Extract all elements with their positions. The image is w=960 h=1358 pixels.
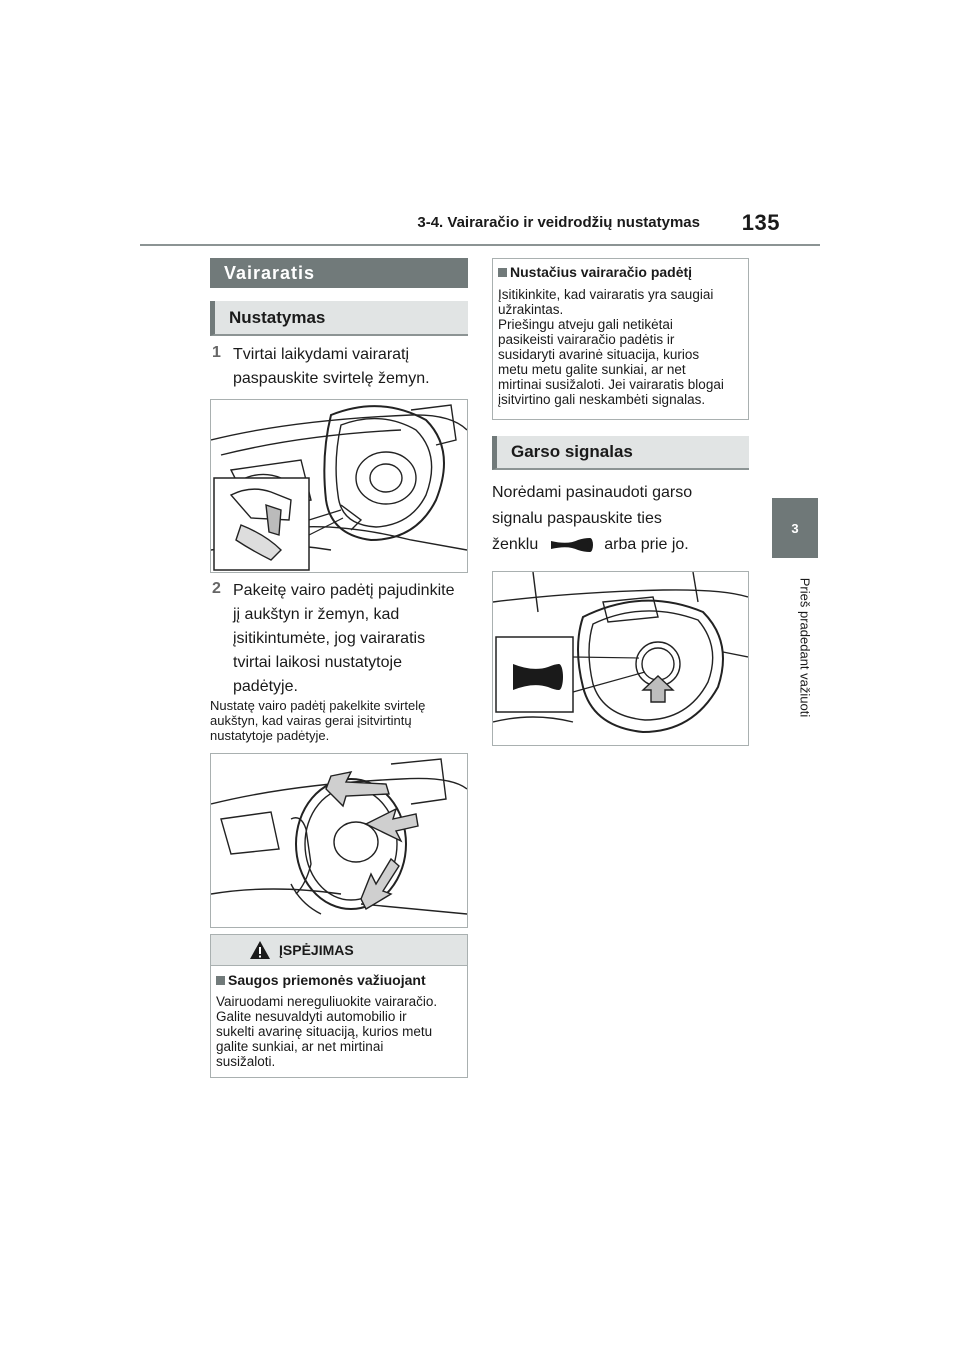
warning-triangle-icon	[249, 940, 271, 960]
step-1-line: paspauskite svirtelę žemyn.	[233, 370, 430, 387]
step-2-text	[233, 579, 454, 699]
adjust-note	[210, 698, 425, 743]
horn-line: Norėdami pasinaudoti garso	[492, 484, 693, 501]
info-line: Įsitikinkite, kad vairaratis yra saugiai	[498, 287, 714, 302]
step-2-line: Pakeitę vairo padėtį pajudinkite	[233, 582, 455, 599]
steering-tilt-drawing	[211, 754, 467, 927]
chapter-label: Prieš pradedant važiuoti	[797, 577, 813, 718]
horn-line-start: ženklu	[492, 536, 539, 553]
info-box	[492, 258, 749, 420]
step-2-line: padėtyje.	[233, 678, 298, 695]
horn-text	[492, 480, 692, 558]
step-1-text	[233, 343, 430, 391]
info-line: pasikeisti vairaračio padėtis ir	[498, 332, 675, 347]
step-2-number: 2	[212, 580, 221, 597]
note-line: nustatytoje padėtyje.	[210, 728, 330, 743]
note-line: Nustatę vairo padėtį pakelkite svirtelę	[210, 698, 426, 713]
warning-title: ĮSPĖJIMAS	[279, 942, 354, 958]
section-title: 3-4. Vairaračio ir veidrodžių nustatymas	[417, 214, 700, 231]
illustration-tilt	[210, 753, 468, 928]
heading-garso-signalas: Garso signalas	[492, 436, 749, 470]
page-number: 135	[741, 210, 780, 235]
note-line: aukštyn, kad vairas gerai įsitvirtintų	[210, 713, 412, 728]
warning-line: Vairuodami nereguliuokite vairaračio.	[216, 994, 438, 1009]
step-1-number: 1	[212, 344, 221, 361]
horn-line-end: arba prie jo.	[604, 536, 689, 553]
steering-horn-drawing	[493, 572, 748, 745]
info-line: mirtinai susižaloti. Jei vairaratis blogai	[498, 377, 724, 392]
info-line: metu metu galite sunkiai, ar net	[498, 362, 686, 377]
warning-line: Galite nesuvaldyti automobilio ir	[216, 1009, 407, 1024]
warning-line: susižaloti.	[216, 1054, 276, 1069]
heading-nustatymas: Nustatymas	[210, 301, 468, 336]
step-2-line: įsitikintumėte, jog vairaratis	[233, 630, 426, 647]
info-line: įsitvirtino gali neskambėti signalas.	[498, 392, 706, 407]
horn-line: signalu paspauskite ties	[492, 510, 662, 527]
info-line: Priešingu atveju gali netikėtai	[498, 317, 673, 332]
chapter-side-label	[790, 570, 813, 740]
step-2-line: tvirtai laikosi nustatytoje	[233, 654, 402, 671]
warning-subhead: Saugos priemonės važiuojant	[228, 972, 426, 988]
step-2-line: jį aukštyn ir žemyn, kad	[233, 606, 400, 623]
warning-body	[216, 994, 462, 1069]
info-line: susidaryti avarinė situacija, kurios	[498, 347, 700, 362]
chapter-tab: 3	[772, 498, 818, 558]
info-body	[498, 287, 743, 407]
warning-header	[211, 935, 467, 966]
square-bullet-icon	[216, 976, 225, 985]
illustration-lever	[210, 399, 468, 573]
square-bullet-icon	[498, 268, 507, 277]
steering-lever-drawing	[211, 400, 467, 572]
warning-box	[210, 934, 468, 1078]
header-rule	[140, 244, 820, 246]
illustration-horn	[492, 571, 749, 746]
step-1-line: Tvirtai laikydami vairaratį	[233, 346, 410, 363]
info-line: užrakintas.	[498, 302, 564, 317]
warning-line: galite sunkiai, ar net mirtinai	[216, 1039, 384, 1054]
info-subhead: Nustačius vairaračio padėtį	[510, 264, 693, 280]
heading-vairaratis: Vairaratis	[210, 258, 468, 288]
horn-line	[492, 532, 692, 558]
warning-line: sukelti avarinę situaciją, kurios metu	[216, 1024, 433, 1039]
horn-icon	[548, 536, 594, 554]
